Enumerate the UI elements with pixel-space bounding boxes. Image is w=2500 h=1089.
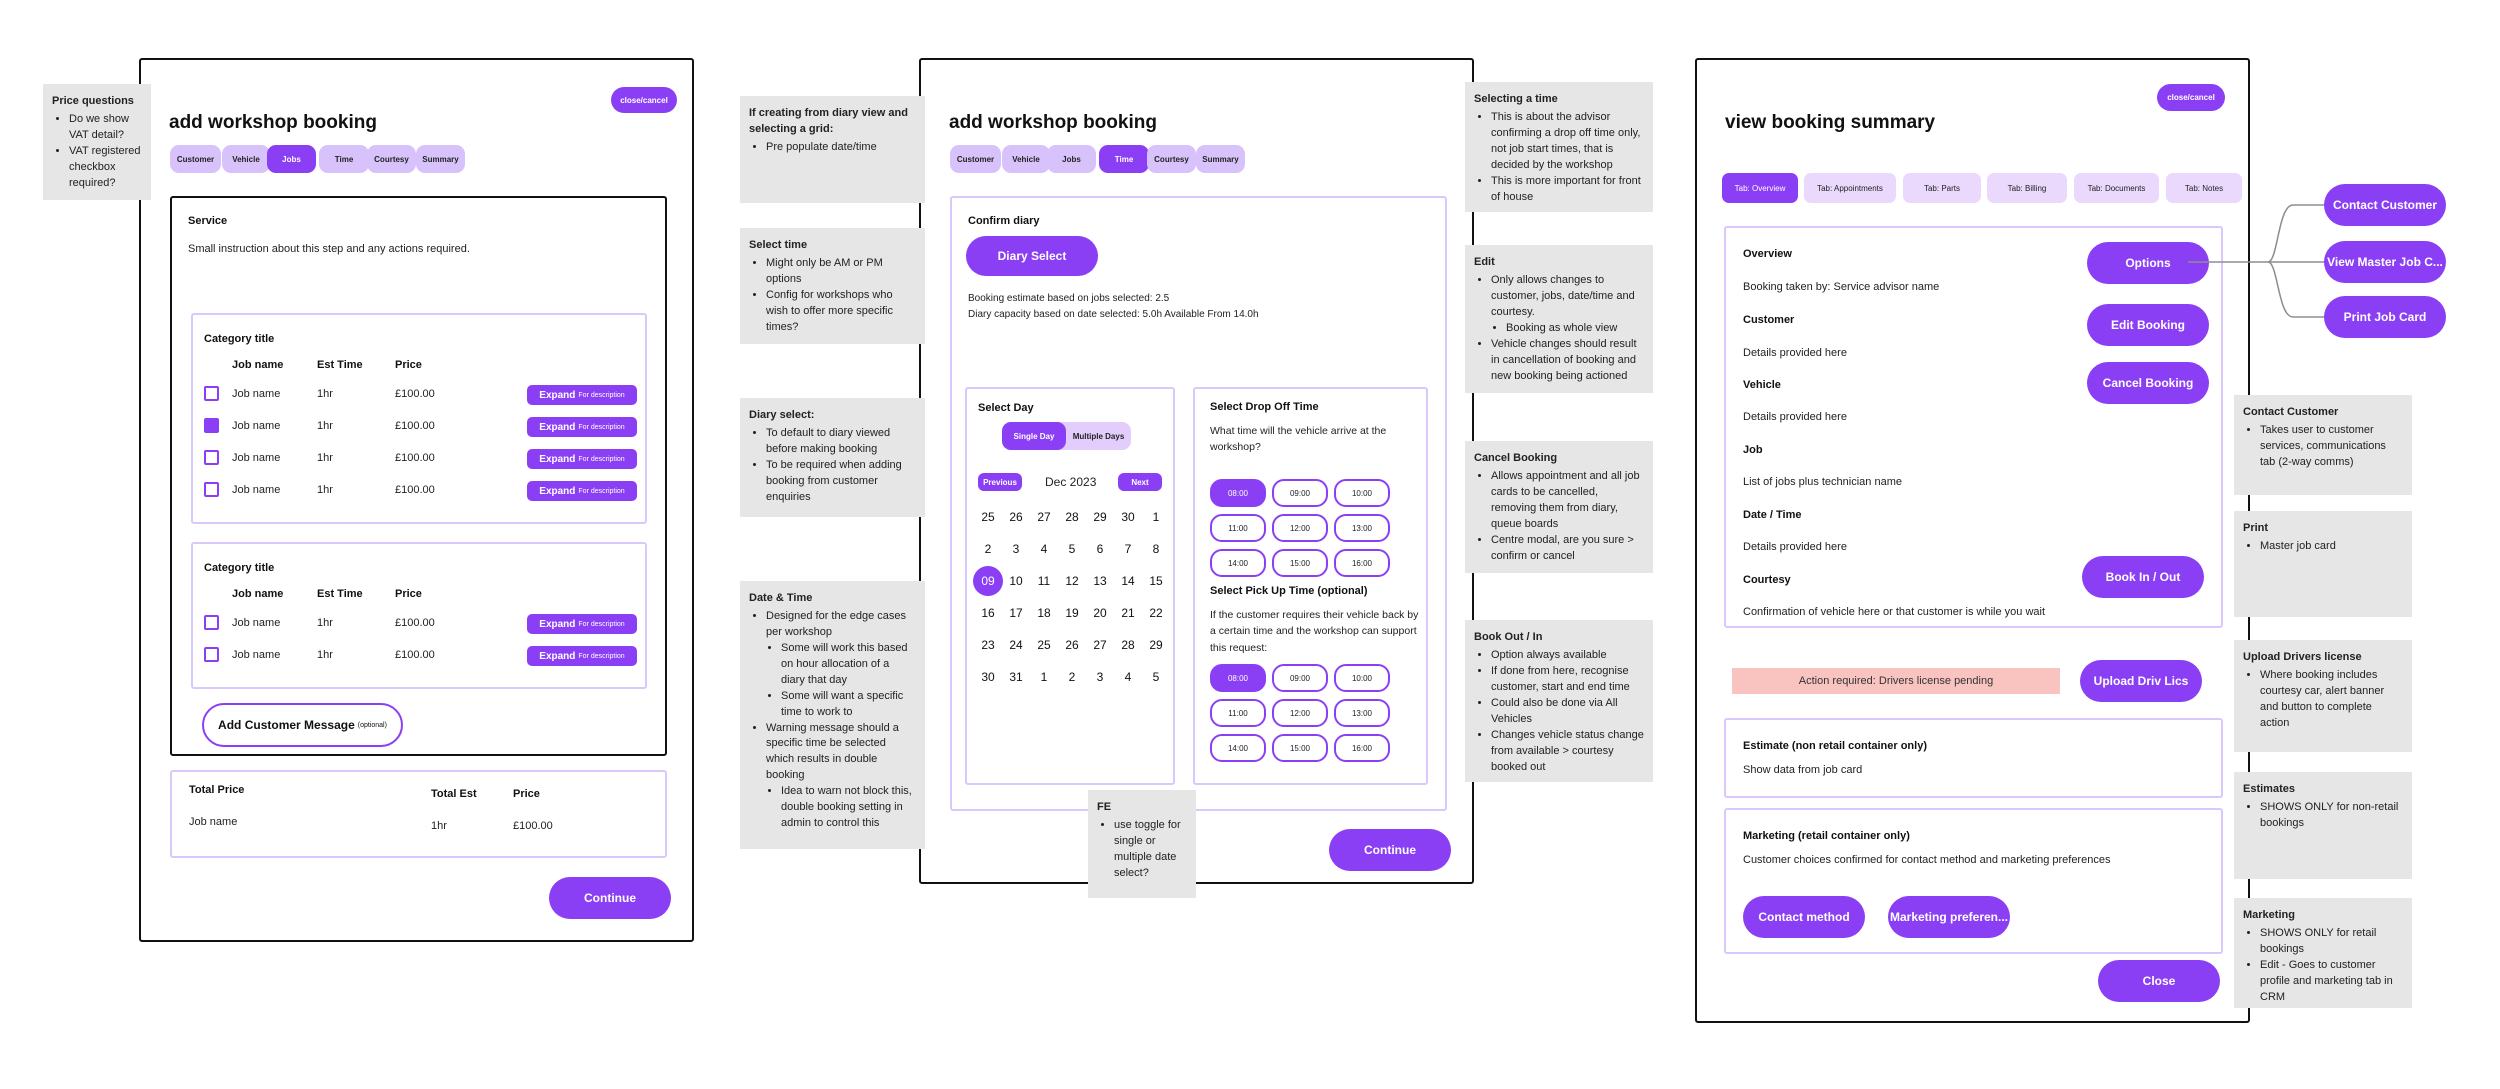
close-button[interactable]: Close (2098, 960, 2220, 1002)
step-jobs[interactable]: Jobs (267, 145, 316, 173)
page-title: add workshop booking (949, 112, 1157, 133)
job-name: Job name (232, 484, 281, 496)
options-connector (2188, 190, 2328, 330)
note-item: • Booking as whole view (1506, 321, 1644, 337)
calendar-day[interactable]: 26 (1065, 638, 1079, 652)
estimate-title: Estimate (non retail container only) (1743, 740, 1927, 752)
calendar-day[interactable]: 16 (981, 606, 995, 620)
screen-view-booking-summary (1695, 58, 2250, 1023)
overview-title: Overview (1743, 248, 1792, 260)
note-upload-drivers-license (2234, 640, 2412, 752)
time-slot[interactable]: 08:00 (1210, 479, 1266, 507)
date-time-heading: Date / Time (1743, 509, 1802, 521)
note-item: • Warning message should a specific time be selected which results in double booking (766, 721, 916, 785)
courtesy-heading: Courtesy (1743, 574, 1791, 586)
book-in-out-button[interactable]: Book In / Out (2082, 556, 2204, 598)
time-slot[interactable]: 14:00 (1210, 734, 1266, 762)
calendar-day[interactable]: 12 (1065, 574, 1079, 588)
view-master-job-card-button[interactable]: View Master Job C... (2324, 241, 2446, 283)
time-slot[interactable]: 16:00 (1334, 734, 1390, 762)
note-edit (1465, 245, 1653, 393)
note-item: • To be required when adding booking from customer enquiries (766, 458, 916, 506)
note-title: Diary select: (749, 409, 815, 421)
booking-taken-by: Booking taken by: Service advisor name (1743, 281, 1940, 293)
note-title: Edit (1474, 256, 1495, 268)
vehicle-heading: Vehicle (1743, 379, 1781, 391)
marketing-panel (1724, 808, 2223, 954)
drivers-license-alert: Action required: Drivers license pending (1732, 668, 2060, 694)
job-est-time: 1hr (317, 388, 333, 400)
calendar-day[interactable]: 11 (1037, 574, 1051, 588)
time-slot[interactable]: 09:00 (1272, 479, 1328, 507)
total-job-name: Job name (189, 816, 238, 828)
upload-drivers-license-button[interactable]: Upload Driv Lics (2080, 660, 2202, 702)
previous-month-button[interactable]: Previous (978, 473, 1022, 491)
note-item: • If done from here, recognise customer, start and end time (1491, 664, 1644, 696)
note-item: • Takes user to customer services, communications tab (2-way comms) (2260, 423, 2403, 471)
calendar-day[interactable]: 23 (981, 638, 995, 652)
note-item: • SHOWS ONLY for non-retail bookings (2260, 800, 2403, 832)
calendar-day[interactable]: 4 (1124, 670, 1132, 684)
service-instruction: Small instruction about this step and any actions required. (188, 243, 470, 255)
note-item: • To default to diary viewed before making booking (766, 426, 916, 458)
expand-sublabel: For description (578, 423, 625, 431)
totals-panel (170, 770, 667, 858)
vehicle-details: Details provided here (1743, 411, 1847, 423)
continue-button[interactable]: Continue (549, 877, 671, 919)
job-checkbox[interactable] (204, 647, 219, 662)
calendar-day[interactable]: 29 (1149, 638, 1163, 652)
edit-booking-button[interactable]: Edit Booking (2087, 304, 2209, 346)
diary-select-button[interactable]: Diary Select (966, 236, 1098, 276)
expand-button[interactable] (527, 614, 637, 634)
continue-button[interactable]: Continue (1329, 829, 1451, 871)
note-list (1474, 469, 1644, 565)
time-slot[interactable]: 10:00 (1334, 479, 1390, 507)
calendar-day[interactable]: 15 (1149, 574, 1163, 588)
note-title: FE (1097, 801, 1112, 813)
note-list (2243, 668, 2403, 732)
column-header: Est Time (317, 588, 363, 600)
tab-documents[interactable]: Tab: Documents (2074, 173, 2159, 203)
overview-panel (1724, 226, 2223, 628)
note-list (2243, 423, 2403, 471)
step-time[interactable]: Time (319, 145, 369, 173)
add-message-optional: (optional) (357, 721, 387, 729)
note-title: Contact Customer (2243, 406, 2339, 418)
calendar-day[interactable]: 1 (1152, 510, 1160, 524)
calendar-day[interactable]: 17 (1009, 606, 1023, 620)
calendar-day[interactable]: 21 (1121, 606, 1135, 620)
customer-details: Details provided here (1743, 347, 1847, 359)
note-date-time (740, 581, 925, 849)
calendar-day[interactable]: 7 (1124, 542, 1132, 556)
date-details: Details provided here (1743, 541, 1847, 553)
note-title: Cancel Booking (1474, 452, 1558, 464)
estimate-description: Show data from job card (1743, 764, 1863, 776)
calendar-day[interactable]: 19 (1065, 606, 1079, 620)
step-vehicle[interactable]: Vehicle (1002, 145, 1050, 173)
column-header: Job name (232, 588, 284, 600)
category-card (191, 542, 647, 689)
note-sublist (1491, 321, 1644, 337)
note-item: • Some will want a specific time to work to (781, 689, 916, 721)
step-customer[interactable]: Customer (170, 145, 221, 173)
calendar-day[interactable]: 27 (1037, 510, 1051, 524)
expand-label: Expand (539, 485, 576, 497)
step-summary[interactable]: Summary (1196, 145, 1245, 173)
tab-overview[interactable]: Tab: Overview (1722, 173, 1798, 203)
single-day-toggle[interactable]: Single Day (1002, 422, 1066, 450)
expand-sublabel: For description (578, 391, 625, 399)
calendar-day[interactable]: 2 (1068, 670, 1076, 684)
note-list (1097, 818, 1187, 882)
booking-estimate-text: Booking estimate based on jobs selected: 2.5 (968, 293, 1170, 304)
note-item: • Only allows changes to customer, jobs, date/time and courtesy. (1491, 273, 1644, 321)
page-title: add workshop booking (169, 112, 377, 133)
note-item: • SHOWS ONLY for retail bookings (2260, 926, 2403, 958)
note-item: • use toggle for single or multiple date select? (1114, 818, 1187, 882)
screen-add-booking-jobs (139, 58, 694, 942)
job-checkbox[interactable] (204, 450, 219, 465)
expand-sublabel: For description (578, 652, 625, 660)
calendar-day[interactable]: 22 (1149, 606, 1163, 620)
calendar-day[interactable]: 24 (1009, 638, 1023, 652)
time-slot[interactable]: 11:00 (1210, 514, 1266, 542)
note-diary-view (740, 96, 925, 203)
note-title: Estimates (2243, 783, 2295, 795)
note-marketing (2234, 898, 2412, 1008)
note-title: Print (2243, 522, 2269, 534)
job-est-time: 1hr (317, 649, 333, 661)
marketing-title: Marketing (retail container only) (1743, 830, 1910, 842)
calendar-day[interactable]: 18 (1037, 606, 1051, 620)
step-summary[interactable]: Summary (416, 145, 465, 173)
print-job-card-button[interactable]: Print Job Card (2324, 296, 2446, 338)
note-title: Marketing (2243, 909, 2295, 921)
screen-add-booking-time (919, 58, 1474, 884)
column-header: Job name (232, 359, 284, 371)
note-item: • Pre populate date/time (766, 140, 916, 156)
note-title: Date & Time (749, 592, 813, 604)
category-card (191, 313, 647, 524)
service-title: Service (188, 215, 228, 227)
job-price: £100.00 (395, 617, 435, 629)
close-cancel-button[interactable]: close/cancel (2157, 84, 2225, 111)
note-item: • VAT registered checkbox required? (69, 144, 142, 192)
close-cancel-button[interactable]: close/cancel (611, 87, 677, 113)
estimate-panel (1724, 718, 2223, 798)
note-item: • Changes vehicle status change from available > courtesy booked out (1491, 728, 1644, 776)
time-slot[interactable]: 13:00 (1334, 699, 1390, 727)
select-day-title: Select Day (978, 402, 1034, 414)
cancel-booking-button[interactable]: Cancel Booking (2087, 362, 2209, 404)
job-checkbox[interactable] (204, 386, 219, 401)
time-slot[interactable]: 08:00 (1210, 664, 1266, 692)
job-est-time: 1hr (317, 452, 333, 464)
expand-sublabel: For description (578, 455, 625, 463)
tab-billing[interactable]: Tab: Billing (1987, 173, 2067, 203)
calendar-day[interactable]: 26 (1009, 510, 1023, 524)
total-est-header: Total Est (431, 788, 477, 800)
calendar-day[interactable]: 14 (1121, 574, 1135, 588)
time-slot[interactable]: 12:00 (1272, 514, 1328, 542)
expand-button[interactable] (527, 449, 637, 469)
column-header: Price (395, 588, 422, 600)
note-list (1474, 648, 1644, 776)
note-item: • Edit - Goes to customer profile and marketing tab in CRM (2260, 958, 2403, 1006)
note-list (749, 256, 916, 336)
note-item: • Config for workshops who wish to offer more specific times? (766, 288, 916, 336)
step-time[interactable]: Time (1099, 145, 1149, 173)
job-checkbox[interactable] (204, 418, 219, 433)
total-est-value: 1hr (431, 820, 447, 832)
time-slot[interactable]: 10:00 (1334, 664, 1390, 692)
calendar-day[interactable]: 27 (1093, 638, 1107, 652)
time-slot[interactable]: 15:00 (1272, 549, 1328, 577)
note-contact-customer (2234, 395, 2412, 495)
expand-label: Expand (539, 453, 576, 465)
time-select-card (1193, 387, 1428, 785)
note-price-questions (43, 84, 151, 200)
pickup-question: If the customer requires their vehicle back by a certain time and the workshop can support this request: (1210, 609, 1419, 654)
note-item: • Master job card (2260, 539, 2403, 555)
job-price: £100.00 (395, 452, 435, 464)
select-day-card (965, 387, 1175, 785)
multiple-days-toggle[interactable]: Multiple Days (1072, 431, 1125, 441)
job-est-time: 1hr (317, 484, 333, 496)
note-list (749, 609, 916, 832)
time-slot[interactable]: 09:00 (1272, 664, 1328, 692)
job-price: £100.00 (395, 649, 435, 661)
page-title: view booking summary (1725, 112, 1936, 133)
time-slot[interactable]: 15:00 (1272, 734, 1328, 762)
job-price: £100.00 (395, 388, 435, 400)
note-selecting-time (1465, 82, 1653, 212)
note-item: • Allows appointment and all job cards to be cancelled, removing them from diary, queue boards (1491, 469, 1644, 533)
expand-label: Expand (539, 618, 576, 630)
note-item: • Where booking includes courtesy car, alert banner and button to complete action (2260, 668, 2403, 732)
calendar-day[interactable]: 3 (1012, 542, 1020, 556)
total-price-header: Total Price (189, 784, 245, 796)
price-header: Price (513, 788, 540, 800)
tab-parts[interactable]: Tab: Parts (1903, 173, 1981, 203)
customer-heading: Customer (1743, 314, 1795, 326)
calendar-day[interactable]: 3 (1096, 670, 1104, 684)
column-header: Price (395, 359, 422, 371)
expand-button[interactable] (527, 385, 637, 405)
note-item: • Some will work this based on hour allocation of a diary that day (781, 641, 916, 689)
note-item: • Might only be AM or PM options (766, 256, 916, 288)
calendar-day[interactable]: 8 (1152, 542, 1160, 556)
time-slot[interactable]: 11:00 (1210, 699, 1266, 727)
note-item: • Vehicle changes should result in cancellation of booking and new booking being actioned (1491, 337, 1644, 385)
calendar-day[interactable]: 30 (1121, 510, 1135, 524)
diary-capacity-text: Diary capacity based on date selected: 5.0h Available From 14.0h (968, 309, 1259, 320)
calendar-day[interactable]: 29 (1093, 510, 1107, 524)
next-month-button[interactable]: Next (1118, 473, 1162, 491)
add-message-label: Add Customer Message (218, 718, 355, 732)
calendar-day[interactable]: 25 (1037, 638, 1051, 652)
step-courtesy[interactable]: Courtesy (367, 145, 416, 173)
note-list (1474, 273, 1644, 385)
job-name: Job name (232, 420, 281, 432)
confirm-diary-title: Confirm diary (968, 215, 1040, 227)
note-cancel-booking (1465, 441, 1653, 573)
note-title: Select time (749, 239, 808, 251)
note-title: Price questions (52, 95, 134, 107)
note-book-out (1465, 620, 1653, 782)
job-price: £100.00 (395, 420, 435, 432)
contact-customer-button[interactable]: Contact Customer (2324, 184, 2446, 226)
job-name: Job name (232, 452, 281, 464)
confirm-diary-panel (950, 196, 1447, 811)
step-courtesy[interactable]: Courtesy (1147, 145, 1196, 173)
expand-label: Expand (539, 389, 576, 401)
calendar-day[interactable]: 31 (1009, 670, 1023, 684)
note-title: Upload Drivers license (2243, 651, 2362, 663)
expand-button[interactable] (527, 417, 637, 437)
note-item: • Could also be done via All Vehicles (1491, 696, 1644, 728)
category-title: Category title (204, 562, 275, 574)
options-button[interactable]: Options (2087, 242, 2209, 284)
calendar-day[interactable]: 30 (981, 670, 995, 684)
calendar-day[interactable]: 4 (1040, 542, 1048, 556)
job-heading: Job (1743, 444, 1763, 456)
calendar-day[interactable]: 09 (973, 566, 1003, 596)
job-checkbox[interactable] (204, 482, 219, 497)
job-details: List of jobs plus technician name (1743, 476, 1902, 488)
marketing-preferences-button[interactable]: Marketing preferen... (1888, 896, 2010, 938)
note-item: • Do we show VAT detail? (69, 112, 142, 144)
note-sublist (766, 641, 916, 721)
column-header: Est Time (317, 359, 363, 371)
expand-sublabel: For description (578, 487, 625, 495)
expand-sublabel: For description (578, 620, 625, 628)
expand-label: Expand (539, 421, 576, 433)
tab-notes[interactable]: Tab: Notes (2166, 173, 2242, 203)
calendar-day[interactable]: 5 (1152, 670, 1160, 684)
note-item: • Idea to warn not block this, double booking setting in admin to control this (781, 784, 916, 832)
note-list (2243, 539, 2403, 555)
note-estimates (2234, 772, 2412, 879)
calendar-day[interactable]: 2 (984, 542, 992, 556)
add-customer-message-button[interactable] (202, 703, 403, 747)
marketing-description: Customer choices confirmed for contact method and marketing preferences (1743, 854, 2111, 866)
calendar-month: Dec 2023 (1045, 475, 1097, 489)
time-slot[interactable]: 16:00 (1334, 549, 1390, 577)
note-list (2243, 926, 2403, 1006)
step-customer[interactable]: Customer (950, 145, 1001, 173)
note-title: Book Out / In (1474, 631, 1543, 643)
calendar-day[interactable]: 6 (1096, 542, 1104, 556)
job-name: Job name (232, 617, 281, 629)
calendar-day[interactable]: 28 (1121, 638, 1135, 652)
note-item: • Centre modal, are you sure > confirm or cancel (1491, 533, 1644, 565)
contact-method-button[interactable]: Contact method (1743, 896, 1865, 938)
pickup-title: Select Pick Up Time (optional) (1210, 585, 1368, 597)
dropoff-title: Select Drop Off Time (1210, 401, 1319, 413)
time-slot[interactable]: 12:00 (1272, 699, 1328, 727)
job-name: Job name (232, 388, 281, 400)
job-est-time: 1hr (317, 420, 333, 432)
note-list (749, 426, 916, 506)
note-item: • This is more important for front of house (1491, 174, 1644, 206)
note-title: Selecting a time (1474, 93, 1558, 105)
calendar-day[interactable]: 1 (1040, 670, 1048, 684)
service-panel (170, 196, 667, 756)
category-title: Category title (204, 333, 275, 345)
step-jobs[interactable]: Jobs (1047, 145, 1096, 173)
note-sublist (766, 784, 916, 832)
calendar-day[interactable]: 5 (1068, 542, 1076, 556)
expand-button[interactable] (527, 481, 637, 501)
note-list (1474, 110, 1644, 206)
calendar-day[interactable]: 25 (981, 510, 995, 524)
note-item: • Designed for the edge cases per workshop (766, 609, 916, 641)
note-select-time (740, 228, 925, 344)
job-est-time: 1hr (317, 617, 333, 629)
note-print (2234, 511, 2412, 617)
note-fe (1088, 790, 1196, 898)
note-list (2243, 800, 2403, 832)
calendar-day[interactable]: 20 (1093, 606, 1107, 620)
time-slot[interactable]: 13:00 (1334, 514, 1390, 542)
note-item: • Option always available (1491, 648, 1644, 664)
note-item: • This is about the advisor confirming a drop off time only, not job start times, that is decided by the workshop (1491, 110, 1644, 174)
expand-label: Expand (539, 650, 576, 662)
courtesy-details: Confirmation of vehicle here or that customer is while you wait (1743, 606, 2046, 618)
note-diary-select (740, 398, 925, 517)
tab-appointments[interactable]: Tab: Appointments (1804, 173, 1896, 203)
note-title: If creating from diary view and selecting a grid: (749, 107, 908, 135)
job-name: Job name (232, 649, 281, 661)
note-list (749, 140, 916, 156)
job-checkbox[interactable] (204, 615, 219, 630)
step-vehicle[interactable]: Vehicle (222, 145, 270, 173)
time-slot[interactable]: 14:00 (1210, 549, 1266, 577)
calendar-day[interactable]: 13 (1093, 574, 1107, 588)
note-list (52, 112, 142, 192)
expand-button[interactable] (527, 646, 637, 666)
calendar-day[interactable]: 10 (1009, 574, 1023, 588)
calendar-day[interactable]: 28 (1065, 510, 1079, 524)
total-price-value: £100.00 (513, 820, 553, 832)
job-price: £100.00 (395, 484, 435, 496)
dropoff-question: What time will the vehicle arrive at the workshop? (1210, 425, 1387, 454)
